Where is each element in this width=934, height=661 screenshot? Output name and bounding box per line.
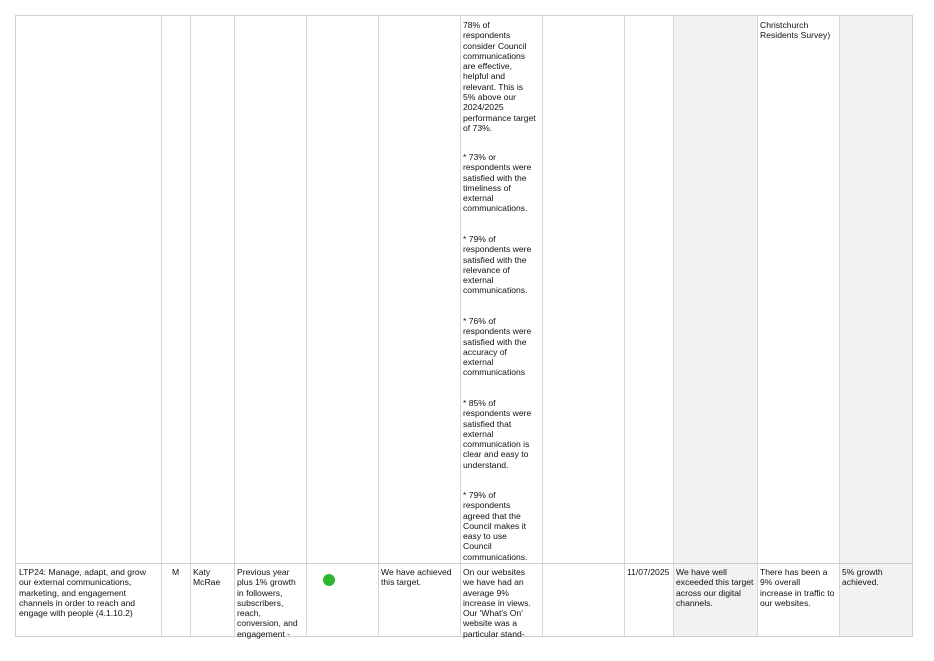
column-level — [162, 16, 191, 636]
column-target — [235, 16, 307, 636]
results-text: On our websites we have had an average 9% increase in views. Our 'What's On' website was a particular stand- — [463, 567, 531, 639]
column-evidence — [758, 16, 840, 636]
column-owner — [191, 16, 235, 636]
commentary-text: We have well exceeded this target across our digital channels. — [676, 567, 754, 608]
column-status — [307, 16, 379, 636]
target-text: Previous year plus 1% growth in followers, subscribers, reach, conversion, and engagement - — [237, 567, 298, 639]
row-divider — [16, 563, 912, 564]
result-paragraph: * 79% of respondents agreed that the Council makes it easy to use Council communications. — [463, 490, 528, 562]
result-paragraph: * 79% of respondents were satisfied with the relevance of external communications. — [463, 234, 532, 296]
status-green-dot-icon — [323, 574, 335, 586]
result-paragraph: 78% of respondents consider Council communications are effective, helpful and relevant. This is 5% above our 2024/2025 performance target of 73%. — [463, 20, 536, 133]
status-comment-text: We have achieved this target. — [381, 567, 452, 588]
measure-text: LTP24: Manage, adapt, and grow our external communications, marketing, and engagement channels in order to reach and engage with people (4.1.10.2) — [19, 567, 146, 619]
owner-text: Katy McRae — [193, 567, 221, 588]
column-status-comment — [379, 16, 461, 636]
result-paragraph: * 73% or respondents were satisfied with the timeliness of external communications. — [463, 152, 532, 214]
source-note: Christchurch Residents Survey) — [760, 20, 831, 41]
column-blank — [543, 16, 625, 636]
column-measure — [16, 16, 162, 636]
result-paragraph: * 76% of respondents were satisfied with the accuracy of external communications — [463, 316, 532, 378]
column-commentary — [674, 16, 758, 636]
spreadsheet-table — [15, 15, 913, 637]
result-paragraph: * 85% of respondents were satisfied that external communication is clear and easy to understand. — [463, 398, 532, 470]
evidence-text: There has been a 9% overall increase in traffic to our websites. — [760, 567, 835, 608]
level-text: M — [172, 567, 180, 577]
column-outcome — [840, 16, 912, 636]
column-date — [625, 16, 674, 636]
date-text: 11/07/2025 — [627, 567, 670, 577]
outcome-text: 5% growth achieved. — [842, 567, 883, 588]
